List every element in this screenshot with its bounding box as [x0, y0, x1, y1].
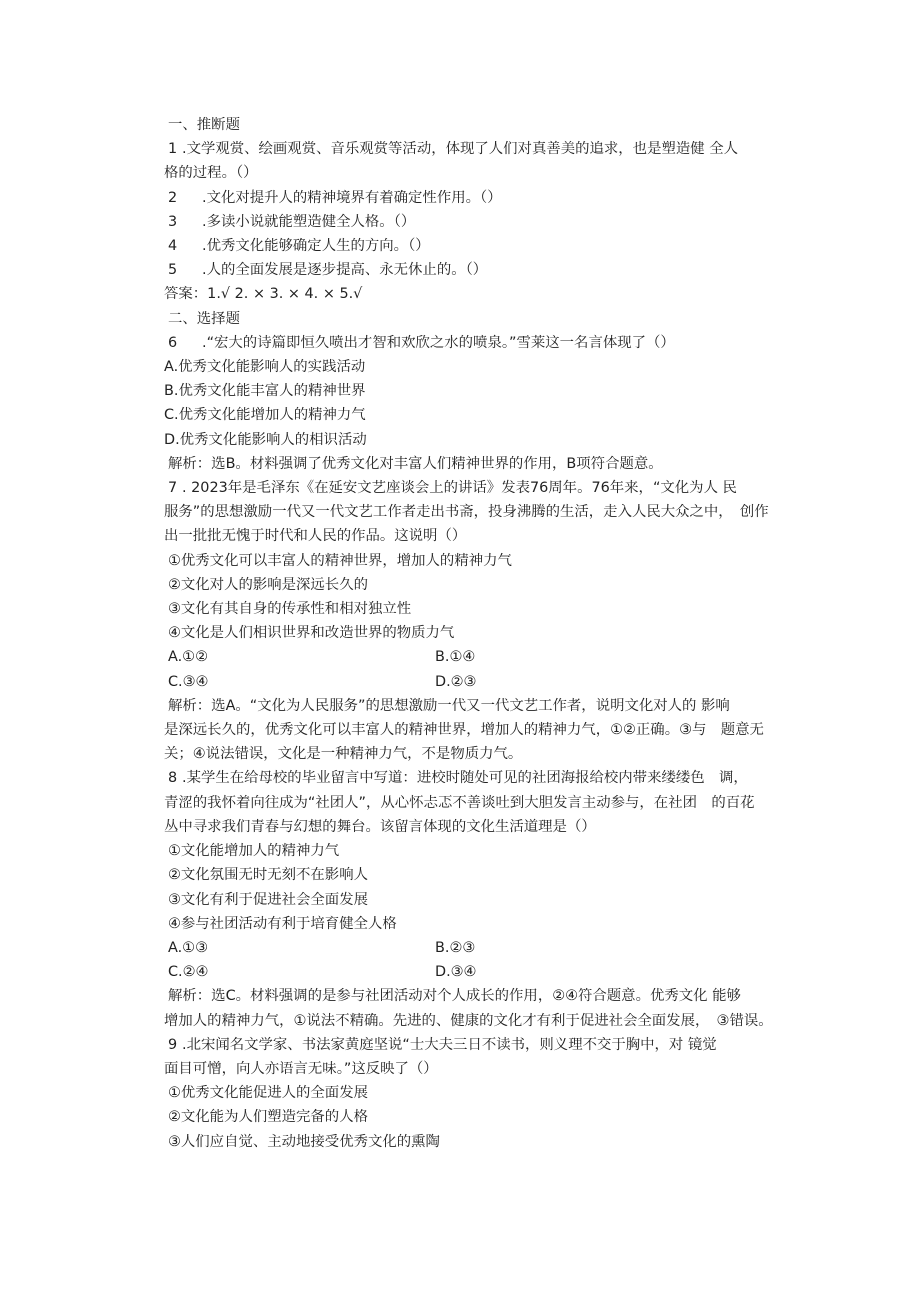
question-7-options-row-1	[168, 645, 798, 669]
question-6-option-a: A.优秀文化能影响人的实践活动	[164, 359, 366, 376]
question-8-option-a: A.①③	[168, 939, 208, 956]
question-7-line-1	[168, 476, 798, 500]
question-8-option-c: C.②④	[168, 964, 209, 981]
question-8-analysis-line-2: 增加人的精神力气，①说法不精确。先进的、健康的文化才有利于促进社会全面发展， ③错误。	[164, 1012, 773, 1029]
question-9-text: .北宋闻名文学家、书法家黄庭坚说“士大夫三日不读书，则义理不交于胸中，对 镜觉	[182, 1036, 717, 1053]
question-3	[168, 210, 798, 234]
question-7-analysis-line-1: 解析：选A。“文化为人民服务”的思想激励一代又一代文艺工作者，说明文化对人的 影响	[168, 697, 730, 714]
question-3-text: .多读小说就能塑造健全人格。（）	[202, 213, 416, 230]
question-7-analysis-line-2: 是深远长久的，优秀文化可以丰富人的精神世界，增加人的精神力气，①②正确。③与 题意无	[164, 722, 764, 739]
question-8-line-3: 丛中寻求我们青春与幻想的舞台。该留言体现的文化生活道理是（）	[164, 818, 596, 835]
question-4-text: .优秀文化能够确定人生的方向。（）	[202, 238, 430, 255]
question-7-text: . 2023年是毛泽东《在延安文艺座谈会上的讲话》发表76周年。76年来，“文化为人 民	[182, 480, 737, 497]
question-8-statement-3: ③文化有利于促进社会全面发展	[168, 891, 368, 908]
question-1-text: .文学观赏、绘画观赏、音乐观赏等活动，体现了人们对真善美的追求，也是塑造健 全人	[182, 141, 738, 158]
question-2-text: .文化对提升人的精神境界有着确定性作用。（）	[202, 189, 502, 206]
question-6-analysis: 解析：选B。材料强调了优秀文化对丰富人们精神世界的作用，B项符合题意。	[168, 455, 663, 472]
question-5	[168, 258, 798, 282]
question-9-number: 9	[168, 1036, 178, 1053]
question-7-statement-2: ②文化对人的影响是深远长久的	[168, 576, 368, 593]
question-4	[168, 234, 798, 258]
question-8-line-1	[168, 766, 798, 790]
question-8-options-row-2	[168, 960, 798, 984]
question-7-option-d: D.②③	[435, 673, 477, 690]
question-9-line-2: 面目可憎，向人亦语言无味。”这反映了（）	[164, 1060, 438, 1077]
question-9-line-1	[168, 1033, 798, 1057]
question-8-option-b: B.②③	[435, 939, 476, 956]
question-8-option-d: D.③④	[435, 964, 477, 981]
question-3-number: 3	[168, 213, 178, 230]
question-6-number: 6	[168, 334, 178, 351]
question-7-number: 7	[168, 480, 178, 497]
question-8-options-row-1	[168, 936, 798, 960]
question-7-statement-1: ①优秀文化可以丰富人的精神世界，增加人的精神力气	[168, 552, 512, 569]
question-6-stem: .“宏大的诗篇即恒久喷出才智和欢欣之水的喷泉。”雪莱这一名言体现了（）	[202, 334, 675, 351]
question-8-text: .某学生在给母校的毕业留言中写道：进校时随处可见的社团海报给校内带来缕缕色 调，	[182, 770, 748, 787]
question-2-number: 2	[168, 189, 178, 206]
question-1-line-1	[168, 137, 798, 161]
question-9-statement-3: ③人们应自觉、主动地接受优秀文化的熏陶	[168, 1133, 440, 1150]
question-7-analysis-line-3: 关；④说法错误，文化是一种精神力气，不是物质力气。	[164, 746, 523, 763]
question-7-line-3: 出一批批无愧于时代和人民的作品。这说明（）	[164, 528, 467, 545]
question-9-statement-1: ①优秀文化能促进人的全面发展	[168, 1085, 368, 1102]
question-5-number: 5	[168, 262, 178, 279]
question-7-option-c: C.③④	[168, 673, 209, 690]
question-6-option-c: C.优秀文化能增加人的精神力气	[164, 407, 366, 424]
question-8-line-2: 青涩的我怀着向往成为“社团人”，从心怀忐忑不善谈吐到大胆发言主动参与，在社团 的百花	[164, 794, 755, 811]
question-7-options-row-2	[168, 670, 798, 694]
question-9-statement-2: ②文化能为人们塑造完备的人格	[168, 1109, 368, 1126]
question-7-option-a: A.①②	[168, 649, 208, 666]
question-5-text: .人的全面发展是逐步提高、永无休止的。（）	[202, 262, 488, 279]
question-8-statement-2: ②文化氛围无时无刻不在影响人	[168, 867, 368, 884]
question-8-number: 8	[168, 770, 178, 787]
section-title-judge: 一、推断题	[168, 117, 240, 133]
question-8-statement-1: ①文化能增加人的精神力气	[168, 843, 340, 860]
question-7-statement-3: ③文化有其自身的传承性和相对独立性	[168, 601, 412, 618]
question-1-number: 1	[168, 141, 178, 158]
document-body	[164, 113, 798, 1154]
question-8-statement-4: ④参与社团活动有利于培育健全人格	[168, 915, 397, 932]
question-7-line-2: 服务”的思想激励一代又一代文艺工作者走出书斋，投身沸腾的生活，走入人民大众之中， 创作	[164, 504, 769, 521]
question-2	[168, 186, 798, 210]
section-title-choice: 二、选择题	[168, 310, 240, 327]
question-8-analysis-line-1: 解析：选C。材料强调的是参与社团活动对个人成长的作用，②④符合题意。优秀文化 能够	[168, 988, 741, 1005]
judge-answer: 答案：1.√ 2. × 3. × 4. × 5.√	[164, 286, 363, 303]
question-6	[168, 331, 798, 355]
question-6-option-d: D.优秀文化能影响人的相识活动	[164, 431, 367, 448]
question-7-option-b: B.①④	[435, 649, 476, 666]
question-6-option-b: B.优秀文化能丰富人的精神世界	[164, 383, 366, 400]
question-1-line-2: 格的过程。（）	[164, 165, 258, 182]
question-4-number: 4	[168, 238, 178, 255]
question-7-statement-4: ④文化是人们相识世界和改造世界的物质力气	[168, 625, 455, 642]
